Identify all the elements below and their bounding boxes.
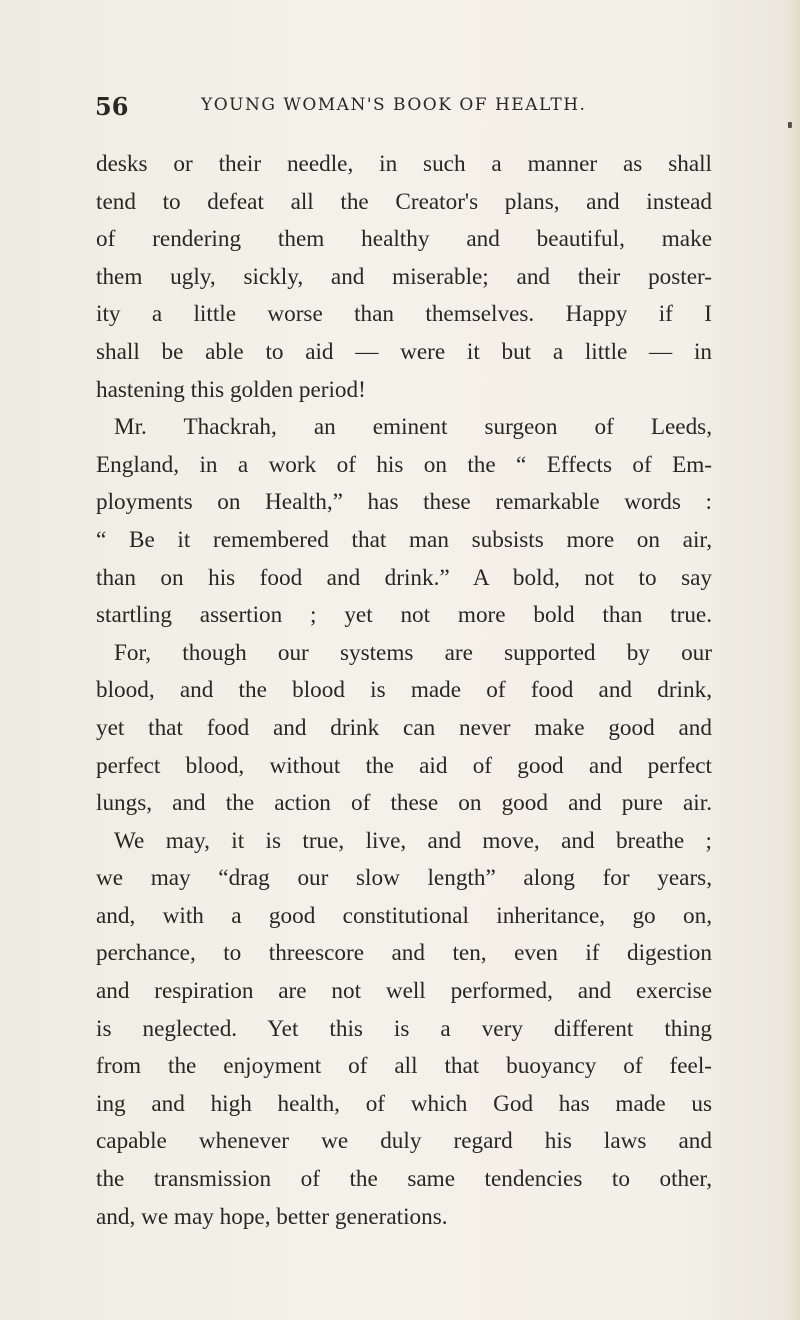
text-line: lungs, and the action of these on good and pure air. — [96, 790, 712, 817]
text-line: the transmission of the same tendencies to other, — [96, 1166, 712, 1193]
page-edge-shading — [786, 0, 800, 1320]
text-line: blood, and the blood is made of food and drink, — [96, 677, 712, 704]
page-number: 56 — [95, 92, 129, 121]
text-line: of rendering them healthy and beautiful, make — [96, 226, 712, 253]
text-line: shall be able to aid — were it but a little — in — [96, 338, 712, 365]
text-line: yet that food and drink can never make good and — [96, 714, 712, 741]
text-line: hastening this golden period! — [96, 376, 366, 403]
text-line: and, with a good constitutional inheritance, go on, — [96, 902, 712, 929]
text-line: them ugly, sickly, and miserable; and their poster- — [96, 263, 712, 290]
text-line: is neglected. Yet this is a very different thing — [96, 1015, 712, 1042]
text-line: from the enjoyment of all that buoyancy of feel- — [96, 1053, 712, 1080]
text-line: and respiration are not well performed, and exercise — [96, 978, 712, 1005]
text-line: desks or their needle, in such a manner as shall — [96, 151, 712, 177]
text-line: Mr. Thackrah, an eminent surgeon of Leeds, — [114, 414, 712, 441]
text-line: We may, it is true, live, and move, and breathe ; — [114, 827, 712, 854]
body-text — [96, 146, 712, 1236]
text-line: ity a little worse than themselves. Happy if I — [96, 301, 712, 328]
page-header — [95, 92, 735, 122]
text-line: tend to defeat all the Creator's plans, and instead — [96, 188, 712, 215]
text-line: “ Be it remembered that man subsists more on air, — [96, 526, 712, 553]
text-line: ployments on Health,” has these remarkable words : — [96, 489, 712, 516]
text-line: than on his food and drink.” A bold, not to say — [96, 564, 712, 591]
text-line: England, in a work of his on the “ Effects of Em- — [96, 451, 712, 478]
text-line: perchance, to threescore and ten, even if digestion — [96, 940, 712, 967]
text-line: and, we may hope, better generations. — [96, 1203, 448, 1230]
text-line: we may “drag our slow length” along for years, — [96, 865, 712, 892]
text-line: startling assertion ; yet not more bold than true. — [96, 602, 712, 629]
running-head: YOUNG WOMAN'S BOOK OF HEALTH. — [201, 95, 587, 115]
text-line: ing and high health, of which God has made us — [96, 1090, 712, 1117]
text-line: capable whenever we duly regard his laws and — [96, 1128, 712, 1155]
text-line: For, though our systems are supported by our — [114, 639, 712, 666]
text-line: perfect blood, without the aid of good and perfect — [96, 752, 712, 779]
